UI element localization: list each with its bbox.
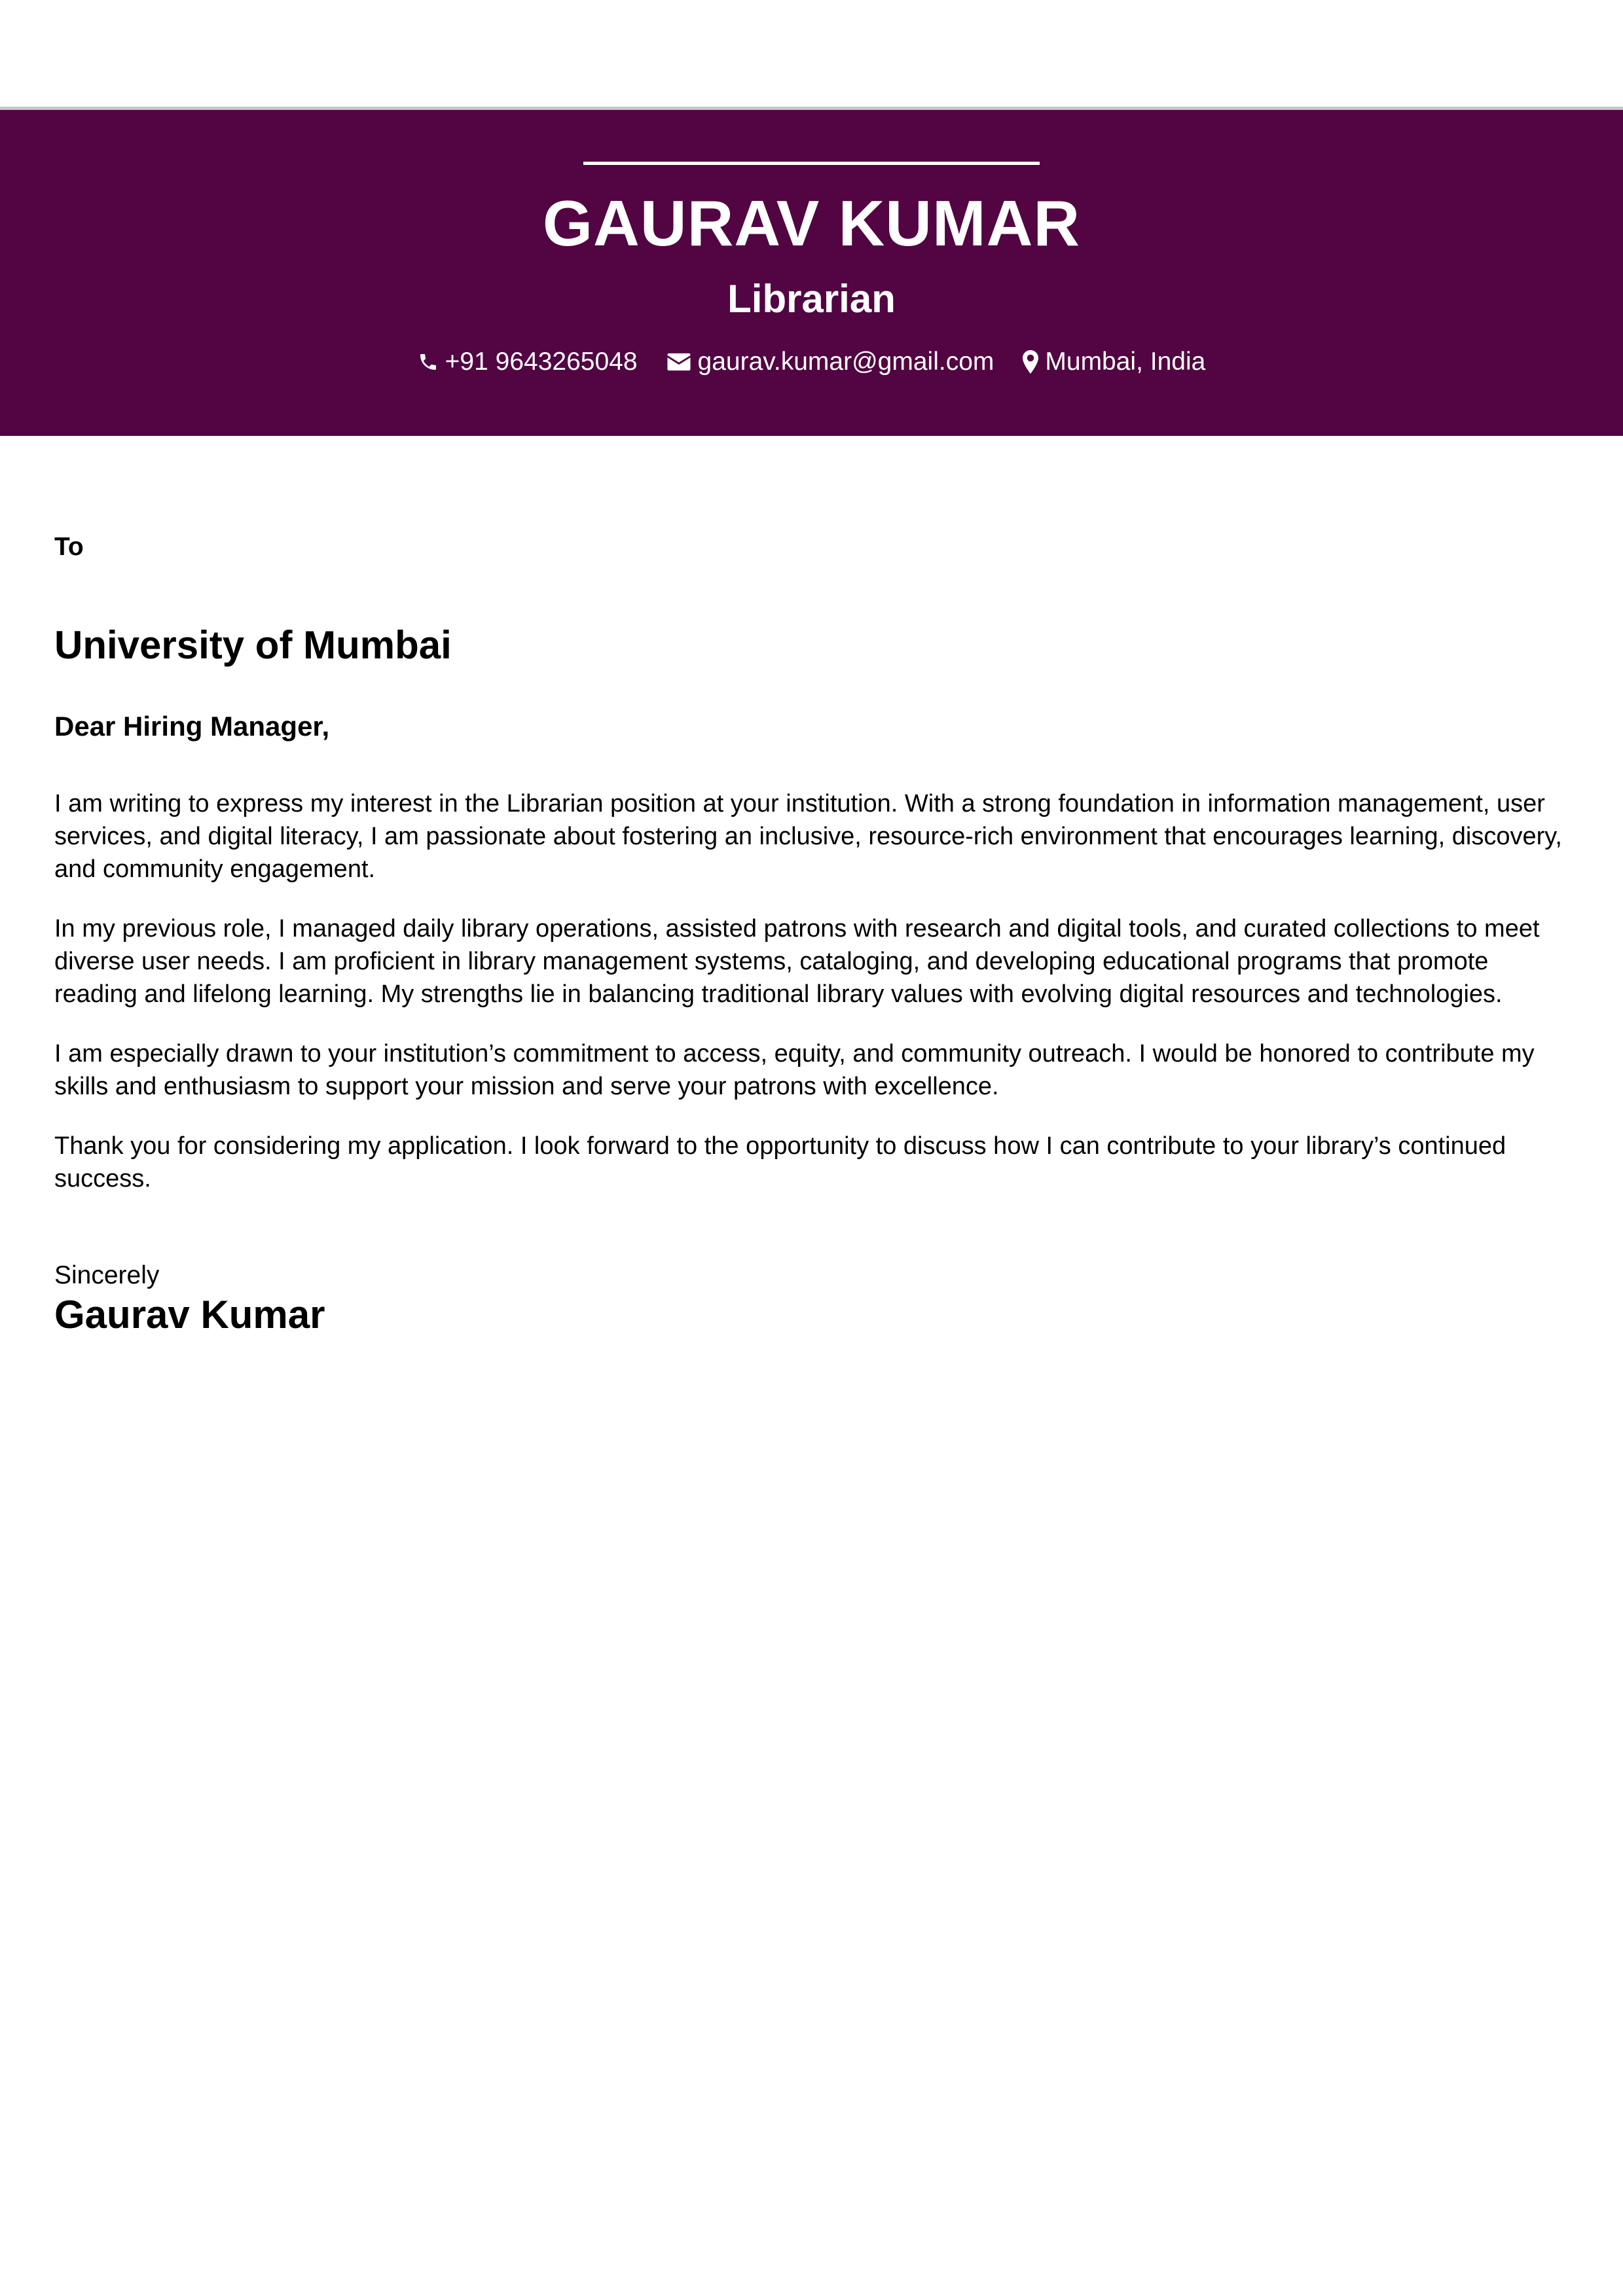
recipient-company: University of Mumbai <box>54 623 452 667</box>
contact-bar <box>0 349 1623 374</box>
closing: Sincerely <box>54 1261 160 1289</box>
applicant-name: GAURAV KUMAR <box>542 187 1081 259</box>
envelope-icon <box>666 351 691 372</box>
body-paragraph: I am especially drawn to your institution’s commitment to access, equity, and community outreach. I would be honored to contribute my skills and enthusiasm to support your mission and serve your patrons with excellence. <box>54 1040 1535 1100</box>
body-paragraph: Thank you for considering my application. I look forward to the opportunity to discuss how I can contribute to your library’s continued success. <box>54 1132 1506 1193</box>
letter-header <box>0 110 1623 436</box>
map-marker-icon <box>1023 350 1038 374</box>
email-address: gaurav.kumar@gmail.com <box>697 348 994 376</box>
phone-number: +91 9643265048 <box>445 348 638 376</box>
salutation: Dear Hiring Manager, <box>54 711 330 742</box>
contact-location <box>1023 349 1205 374</box>
location-text: Mumbai, India <box>1045 348 1206 376</box>
contact-phone <box>418 349 638 374</box>
to-label: To <box>54 533 84 561</box>
contact-email <box>666 349 994 374</box>
applicant-title: Librarian <box>727 277 896 321</box>
letter-body <box>54 787 1573 1222</box>
body-paragraph: In my previous role, I managed daily library operations, assisted patrons with research and digital tools, and curated collections to meet diverse user needs. I am proficient in library management systems, cataloging, and developing educational programs that promote reading and lifelong learning. My strengths lie in balancing traditional library values with evolving digital resources and technologies. <box>54 915 1540 1008</box>
header-accent-line <box>583 162 1040 165</box>
signature-name: Gaurav Kumar <box>54 1293 325 1336</box>
body-paragraph: I am writing to express my interest in the Librarian position at your institution. With a strong foundation in information management, user services, and digital literacy, I am passionate about fostering an inclusive, resource-rich environment that encourages learning, discovery, and community engagement. <box>54 790 1562 883</box>
phone-icon <box>418 351 439 373</box>
